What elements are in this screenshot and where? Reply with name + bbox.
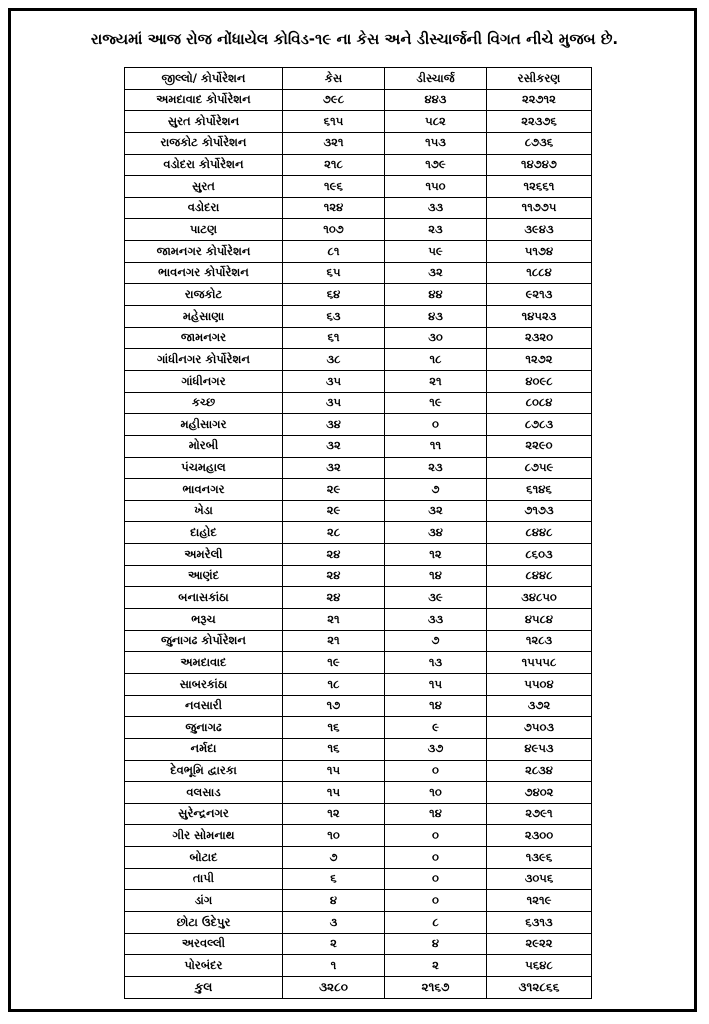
discharge-cell: ૧૪ bbox=[385, 803, 487, 825]
vaccination-cell: ૪૯૫૩ bbox=[487, 738, 592, 760]
table-row bbox=[125, 695, 592, 717]
vaccination-cell: ૮૪૪૮ bbox=[487, 565, 592, 587]
table-row bbox=[125, 522, 592, 544]
vaccination-cell: ૫૧૭૪ bbox=[487, 241, 592, 263]
table-row bbox=[125, 738, 592, 760]
discharge-cell: ૨ bbox=[385, 955, 487, 977]
table-row bbox=[125, 782, 592, 804]
discharge-cell: ૧૪ bbox=[385, 565, 487, 587]
cases-cell: ૧૬ bbox=[283, 738, 385, 760]
cases-cell: ૭૯૮ bbox=[283, 89, 385, 111]
cases-cell: ૩૫ bbox=[283, 370, 385, 392]
district-cell: મહેસાણા bbox=[125, 306, 283, 328]
vaccination-cell: ૨૮૩૪ bbox=[487, 760, 592, 782]
cases-cell: ૨૧ bbox=[283, 609, 385, 631]
discharge-cell: ૧૦ bbox=[385, 782, 487, 804]
district-cell: સુરત bbox=[125, 176, 283, 198]
discharge-cell: ૧૮ bbox=[385, 349, 487, 371]
cases-cell: ૩૨૧ bbox=[283, 132, 385, 154]
district-cell: ગીર સોમનાથ bbox=[125, 825, 283, 847]
cases-cell: ૧૮ bbox=[283, 673, 385, 695]
district-cell: સુરત કોર્પોરેશન bbox=[125, 111, 283, 133]
district-cell: રાજકોટ bbox=[125, 284, 283, 306]
vaccination-cell: ૮૭૮૩ bbox=[487, 414, 592, 436]
district-cell: જુનાગઢ કોર્પોરેશન bbox=[125, 630, 283, 652]
vaccination-cell: ૧૨૮૩ bbox=[487, 630, 592, 652]
table-row bbox=[125, 327, 592, 349]
table-row bbox=[125, 241, 592, 263]
table-row bbox=[125, 630, 592, 652]
vaccination-cell: ૪૦૯૮ bbox=[487, 370, 592, 392]
cases-cell: ૨૧ bbox=[283, 630, 385, 652]
total-discharge: ૨૧૬૭ bbox=[385, 976, 487, 998]
cases-cell: ૩૪ bbox=[283, 414, 385, 436]
vaccination-cell: ૫૬૪૮ bbox=[487, 955, 592, 977]
table-row bbox=[125, 911, 592, 933]
vaccination-cell: ૧૧૭૭૫ bbox=[487, 197, 592, 219]
cases-cell: ૧૦૭ bbox=[283, 219, 385, 241]
table-row bbox=[125, 609, 592, 631]
table-row bbox=[125, 435, 592, 457]
cases-cell: ૧૯૬ bbox=[283, 176, 385, 198]
table-row bbox=[125, 587, 592, 609]
district-cell: પોરબંદર bbox=[125, 955, 283, 977]
discharge-cell: ૪૩ bbox=[385, 306, 487, 328]
district-cell: ગાંધીનગર કોર્પોરેશન bbox=[125, 349, 283, 371]
vaccination-cell: ૧૪૭૪૭ bbox=[487, 154, 592, 176]
discharge-cell: ૩૯ bbox=[385, 587, 487, 609]
total-cases: ૩૨૮૦ bbox=[283, 976, 385, 998]
district-cell: વડોદરા bbox=[125, 197, 283, 219]
cases-cell: ૨૪ bbox=[283, 565, 385, 587]
vaccination-cell: ૩૭૨ bbox=[487, 695, 592, 717]
vaccination-cell: ૪૫૮૪ bbox=[487, 609, 592, 631]
district-cell: વલસાડ bbox=[125, 782, 283, 804]
district-cell: જામનગર bbox=[125, 327, 283, 349]
cases-cell: ૨૪ bbox=[283, 587, 385, 609]
cases-cell: ૩૨ bbox=[283, 457, 385, 479]
cases-cell: ૬૧૫ bbox=[283, 111, 385, 133]
table-row bbox=[125, 154, 592, 176]
district-cell: ખેડા bbox=[125, 500, 283, 522]
table-row bbox=[125, 197, 592, 219]
discharge-cell: ૧૫૦ bbox=[385, 176, 487, 198]
discharge-cell: ૦ bbox=[385, 414, 487, 436]
column-header-district: જીલ્લો/ કોર્પોરેશન bbox=[125, 68, 283, 90]
district-cell: ડાંગ bbox=[125, 890, 283, 912]
total-vaccination: ૩૧૨૮૬૬ bbox=[487, 976, 592, 998]
column-header-cases: કેસ bbox=[283, 68, 385, 90]
vaccination-cell: ૩૦૫૬ bbox=[487, 868, 592, 890]
discharge-cell: ૪૪૩ bbox=[385, 89, 487, 111]
cases-cell: ૧૨ bbox=[283, 803, 385, 825]
vaccination-cell: ૮૭૩૬ bbox=[487, 132, 592, 154]
table-row bbox=[125, 392, 592, 414]
table-row bbox=[125, 955, 592, 977]
discharge-cell: ૭ bbox=[385, 479, 487, 501]
vaccination-cell: ૬૧૪૬ bbox=[487, 479, 592, 501]
district-cell: પાટણ bbox=[125, 219, 283, 241]
district-cell: અમદાવાદ bbox=[125, 652, 283, 674]
table-header-row bbox=[125, 68, 592, 90]
discharge-cell: ૯ bbox=[385, 717, 487, 739]
vaccination-cell: ૮૦૮૪ bbox=[487, 392, 592, 414]
discharge-cell: ૨૩ bbox=[385, 457, 487, 479]
district-cell: છોટા ઉદેપુર bbox=[125, 911, 283, 933]
table-row bbox=[125, 349, 592, 371]
district-cell: જુનાગઢ bbox=[125, 717, 283, 739]
table-row bbox=[125, 132, 592, 154]
district-cell: રાજકોટ કોર્પોરેશન bbox=[125, 132, 283, 154]
district-cell: મોરબી bbox=[125, 435, 283, 457]
vaccination-cell: ૧૩૯૬ bbox=[487, 847, 592, 869]
discharge-cell: ૩૩ bbox=[385, 197, 487, 219]
vaccination-cell: ૨૩૦૦ bbox=[487, 825, 592, 847]
discharge-cell: ૩૪ bbox=[385, 522, 487, 544]
table-row bbox=[125, 176, 592, 198]
district-cell: ગાંધીનગર bbox=[125, 370, 283, 392]
cases-cell: ૨૮ bbox=[283, 522, 385, 544]
cases-cell: ૨૪ bbox=[283, 544, 385, 566]
cases-cell: ૬૫ bbox=[283, 262, 385, 284]
column-header-discharge: ડીસ્ચાર્જ bbox=[385, 68, 487, 90]
cases-cell: ૧ bbox=[283, 955, 385, 977]
cases-cell: ૪ bbox=[283, 890, 385, 912]
district-cell: બોટાદ bbox=[125, 847, 283, 869]
discharge-cell: ૩૨ bbox=[385, 262, 487, 284]
cases-cell: ૬૪ bbox=[283, 284, 385, 306]
district-cell: નવસારી bbox=[125, 695, 283, 717]
discharge-cell: ૫૯ bbox=[385, 241, 487, 263]
table-row bbox=[125, 825, 592, 847]
discharge-cell: ૦ bbox=[385, 847, 487, 869]
table-row bbox=[125, 652, 592, 674]
table-row bbox=[125, 500, 592, 522]
table-row bbox=[125, 544, 592, 566]
report-heading: રાજ્યમાં આજ રોજ નોંધાયેલ કોવિડ-૧૯ ના કેસ અને ડીસ્ચાર્જની વિગત નીચે મુજબ છે. bbox=[90, 30, 619, 48]
cases-cell: ૩૮ bbox=[283, 349, 385, 371]
district-cell: વડોદરા કોર્પોરેશન bbox=[125, 154, 283, 176]
vaccination-cell: ૩૪૮૫૦ bbox=[487, 587, 592, 609]
discharge-cell: ૪૪ bbox=[385, 284, 487, 306]
total-row bbox=[125, 976, 592, 998]
cases-cell: ૭ bbox=[283, 847, 385, 869]
district-cell: ભરૂચ bbox=[125, 609, 283, 631]
table-row bbox=[125, 219, 592, 241]
discharge-cell: ૧૭૯ bbox=[385, 154, 487, 176]
discharge-cell: ૦ bbox=[385, 825, 487, 847]
vaccination-cell: ૫૫૦૪ bbox=[487, 673, 592, 695]
district-cell: સુરેન્દ્રનગર bbox=[125, 803, 283, 825]
table-row bbox=[125, 933, 592, 955]
cases-cell: ૧૨૪ bbox=[283, 197, 385, 219]
vaccination-cell: ૩૯૪૩ bbox=[487, 219, 592, 241]
vaccination-cell: ૧૮૮૪ bbox=[487, 262, 592, 284]
district-cell: પંચમહાલ bbox=[125, 457, 283, 479]
discharge-cell: ૨૩ bbox=[385, 219, 487, 241]
vaccination-cell: ૨૨૯૦ bbox=[487, 435, 592, 457]
vaccination-cell: ૨૩૨૦ bbox=[487, 327, 592, 349]
cases-cell: ૨ bbox=[283, 933, 385, 955]
table-row bbox=[125, 673, 592, 695]
vaccination-cell: ૮૪૪૮ bbox=[487, 522, 592, 544]
discharge-cell: ૧૧ bbox=[385, 435, 487, 457]
discharge-cell: ૧૫૩ bbox=[385, 132, 487, 154]
cases-cell: ૮૧ bbox=[283, 241, 385, 263]
table-row bbox=[125, 284, 592, 306]
vaccination-cell: ૧૨૧૯ bbox=[487, 890, 592, 912]
cases-cell: ૩ bbox=[283, 911, 385, 933]
column-header-vaccination: રસીકરણ bbox=[487, 68, 592, 90]
cases-cell: ૨૯ bbox=[283, 479, 385, 501]
cases-cell: ૧૭ bbox=[283, 695, 385, 717]
table-row bbox=[125, 457, 592, 479]
table-row bbox=[125, 370, 592, 392]
vaccination-cell: ૧૨૬૬૧ bbox=[487, 176, 592, 198]
district-cell: જામનગર કોર્પોરેશન bbox=[125, 241, 283, 263]
table-row bbox=[125, 306, 592, 328]
district-cell: નર્મદા bbox=[125, 738, 283, 760]
vaccination-cell: ૯૨૧૩ bbox=[487, 284, 592, 306]
cases-cell: ૧૫ bbox=[283, 782, 385, 804]
vaccination-cell: ૮૬૦૩ bbox=[487, 544, 592, 566]
district-report-table bbox=[124, 67, 592, 999]
table-row bbox=[125, 262, 592, 284]
vaccination-cell: ૨૯૨૨ bbox=[487, 933, 592, 955]
vaccination-cell: ૭૪૦૨ bbox=[487, 782, 592, 804]
vaccination-cell: ૨૨૭૧૨ bbox=[487, 89, 592, 111]
vaccination-cell: ૭૧૭૩ bbox=[487, 500, 592, 522]
table-row bbox=[125, 565, 592, 587]
vaccination-cell: ૧૨૭૨ bbox=[487, 349, 592, 371]
cases-cell: ૩૫ bbox=[283, 392, 385, 414]
cases-cell: ૧૦ bbox=[283, 825, 385, 847]
cases-cell: ૬૩ bbox=[283, 306, 385, 328]
district-cell: અમરેલી bbox=[125, 544, 283, 566]
table-row bbox=[125, 479, 592, 501]
discharge-cell: ૧૨ bbox=[385, 544, 487, 566]
cases-cell: ૧૬ bbox=[283, 717, 385, 739]
discharge-cell: ૩૨ bbox=[385, 500, 487, 522]
district-cell: કચ્છ bbox=[125, 392, 283, 414]
table-row bbox=[125, 111, 592, 133]
district-cell: બનાસકાંઠા bbox=[125, 587, 283, 609]
vaccination-cell: ૮૭૫૯ bbox=[487, 457, 592, 479]
vaccination-cell: ૨૭૯૧ bbox=[487, 803, 592, 825]
vaccination-cell: ૭૫૦૩ bbox=[487, 717, 592, 739]
discharge-cell: ૧૪ bbox=[385, 695, 487, 717]
district-cell: ભાવનગર કોર્પોરેશન bbox=[125, 262, 283, 284]
discharge-cell: ૩૭ bbox=[385, 738, 487, 760]
table-row bbox=[125, 414, 592, 436]
cases-cell: ૨૯ bbox=[283, 500, 385, 522]
discharge-cell: ૮ bbox=[385, 911, 487, 933]
district-cell: તાપી bbox=[125, 868, 283, 890]
table-row bbox=[125, 760, 592, 782]
cases-cell: ૨૧૮ bbox=[283, 154, 385, 176]
cases-cell: ૩૨ bbox=[283, 435, 385, 457]
table-row bbox=[125, 89, 592, 111]
table-row bbox=[125, 717, 592, 739]
district-cell: સાબરકાંઠા bbox=[125, 673, 283, 695]
discharge-cell: ૫૮૨ bbox=[385, 111, 487, 133]
district-cell: આણંદ bbox=[125, 565, 283, 587]
discharge-cell: ૭ bbox=[385, 630, 487, 652]
cases-cell: ૧૫ bbox=[283, 760, 385, 782]
discharge-cell: ૩૦ bbox=[385, 327, 487, 349]
table-row bbox=[125, 890, 592, 912]
vaccination-cell: ૧૪૫૨૩ bbox=[487, 306, 592, 328]
discharge-cell: ૧૫ bbox=[385, 673, 487, 695]
table-row bbox=[125, 868, 592, 890]
district-cell: દેવભૂમિ દ્વારકા bbox=[125, 760, 283, 782]
vaccination-cell: ૬૩૧૩ bbox=[487, 911, 592, 933]
cases-cell: ૬ bbox=[283, 868, 385, 890]
cases-cell: ૧૯ bbox=[283, 652, 385, 674]
district-cell: અરવલ્લી bbox=[125, 933, 283, 955]
discharge-cell: ૨૧ bbox=[385, 370, 487, 392]
table-row bbox=[125, 803, 592, 825]
vaccination-cell: ૨૨૩૭૬ bbox=[487, 111, 592, 133]
discharge-cell: ૪ bbox=[385, 933, 487, 955]
district-cell: મહીસાગર bbox=[125, 414, 283, 436]
table-row bbox=[125, 847, 592, 869]
district-cell: ભાવનગર bbox=[125, 479, 283, 501]
discharge-cell: ૦ bbox=[385, 890, 487, 912]
vaccination-cell: ૧૫૫૫૮ bbox=[487, 652, 592, 674]
discharge-cell: ૦ bbox=[385, 760, 487, 782]
district-cell: અમદાવાદ કોર્પોરેશન bbox=[125, 89, 283, 111]
cases-cell: ૬૧ bbox=[283, 327, 385, 349]
discharge-cell: ૧૩ bbox=[385, 652, 487, 674]
district-cell: દાહોદ bbox=[125, 522, 283, 544]
total-label: કુલ bbox=[125, 976, 283, 998]
discharge-cell: ૩૩ bbox=[385, 609, 487, 631]
discharge-cell: ૧૯ bbox=[385, 392, 487, 414]
discharge-cell: ૦ bbox=[385, 868, 487, 890]
